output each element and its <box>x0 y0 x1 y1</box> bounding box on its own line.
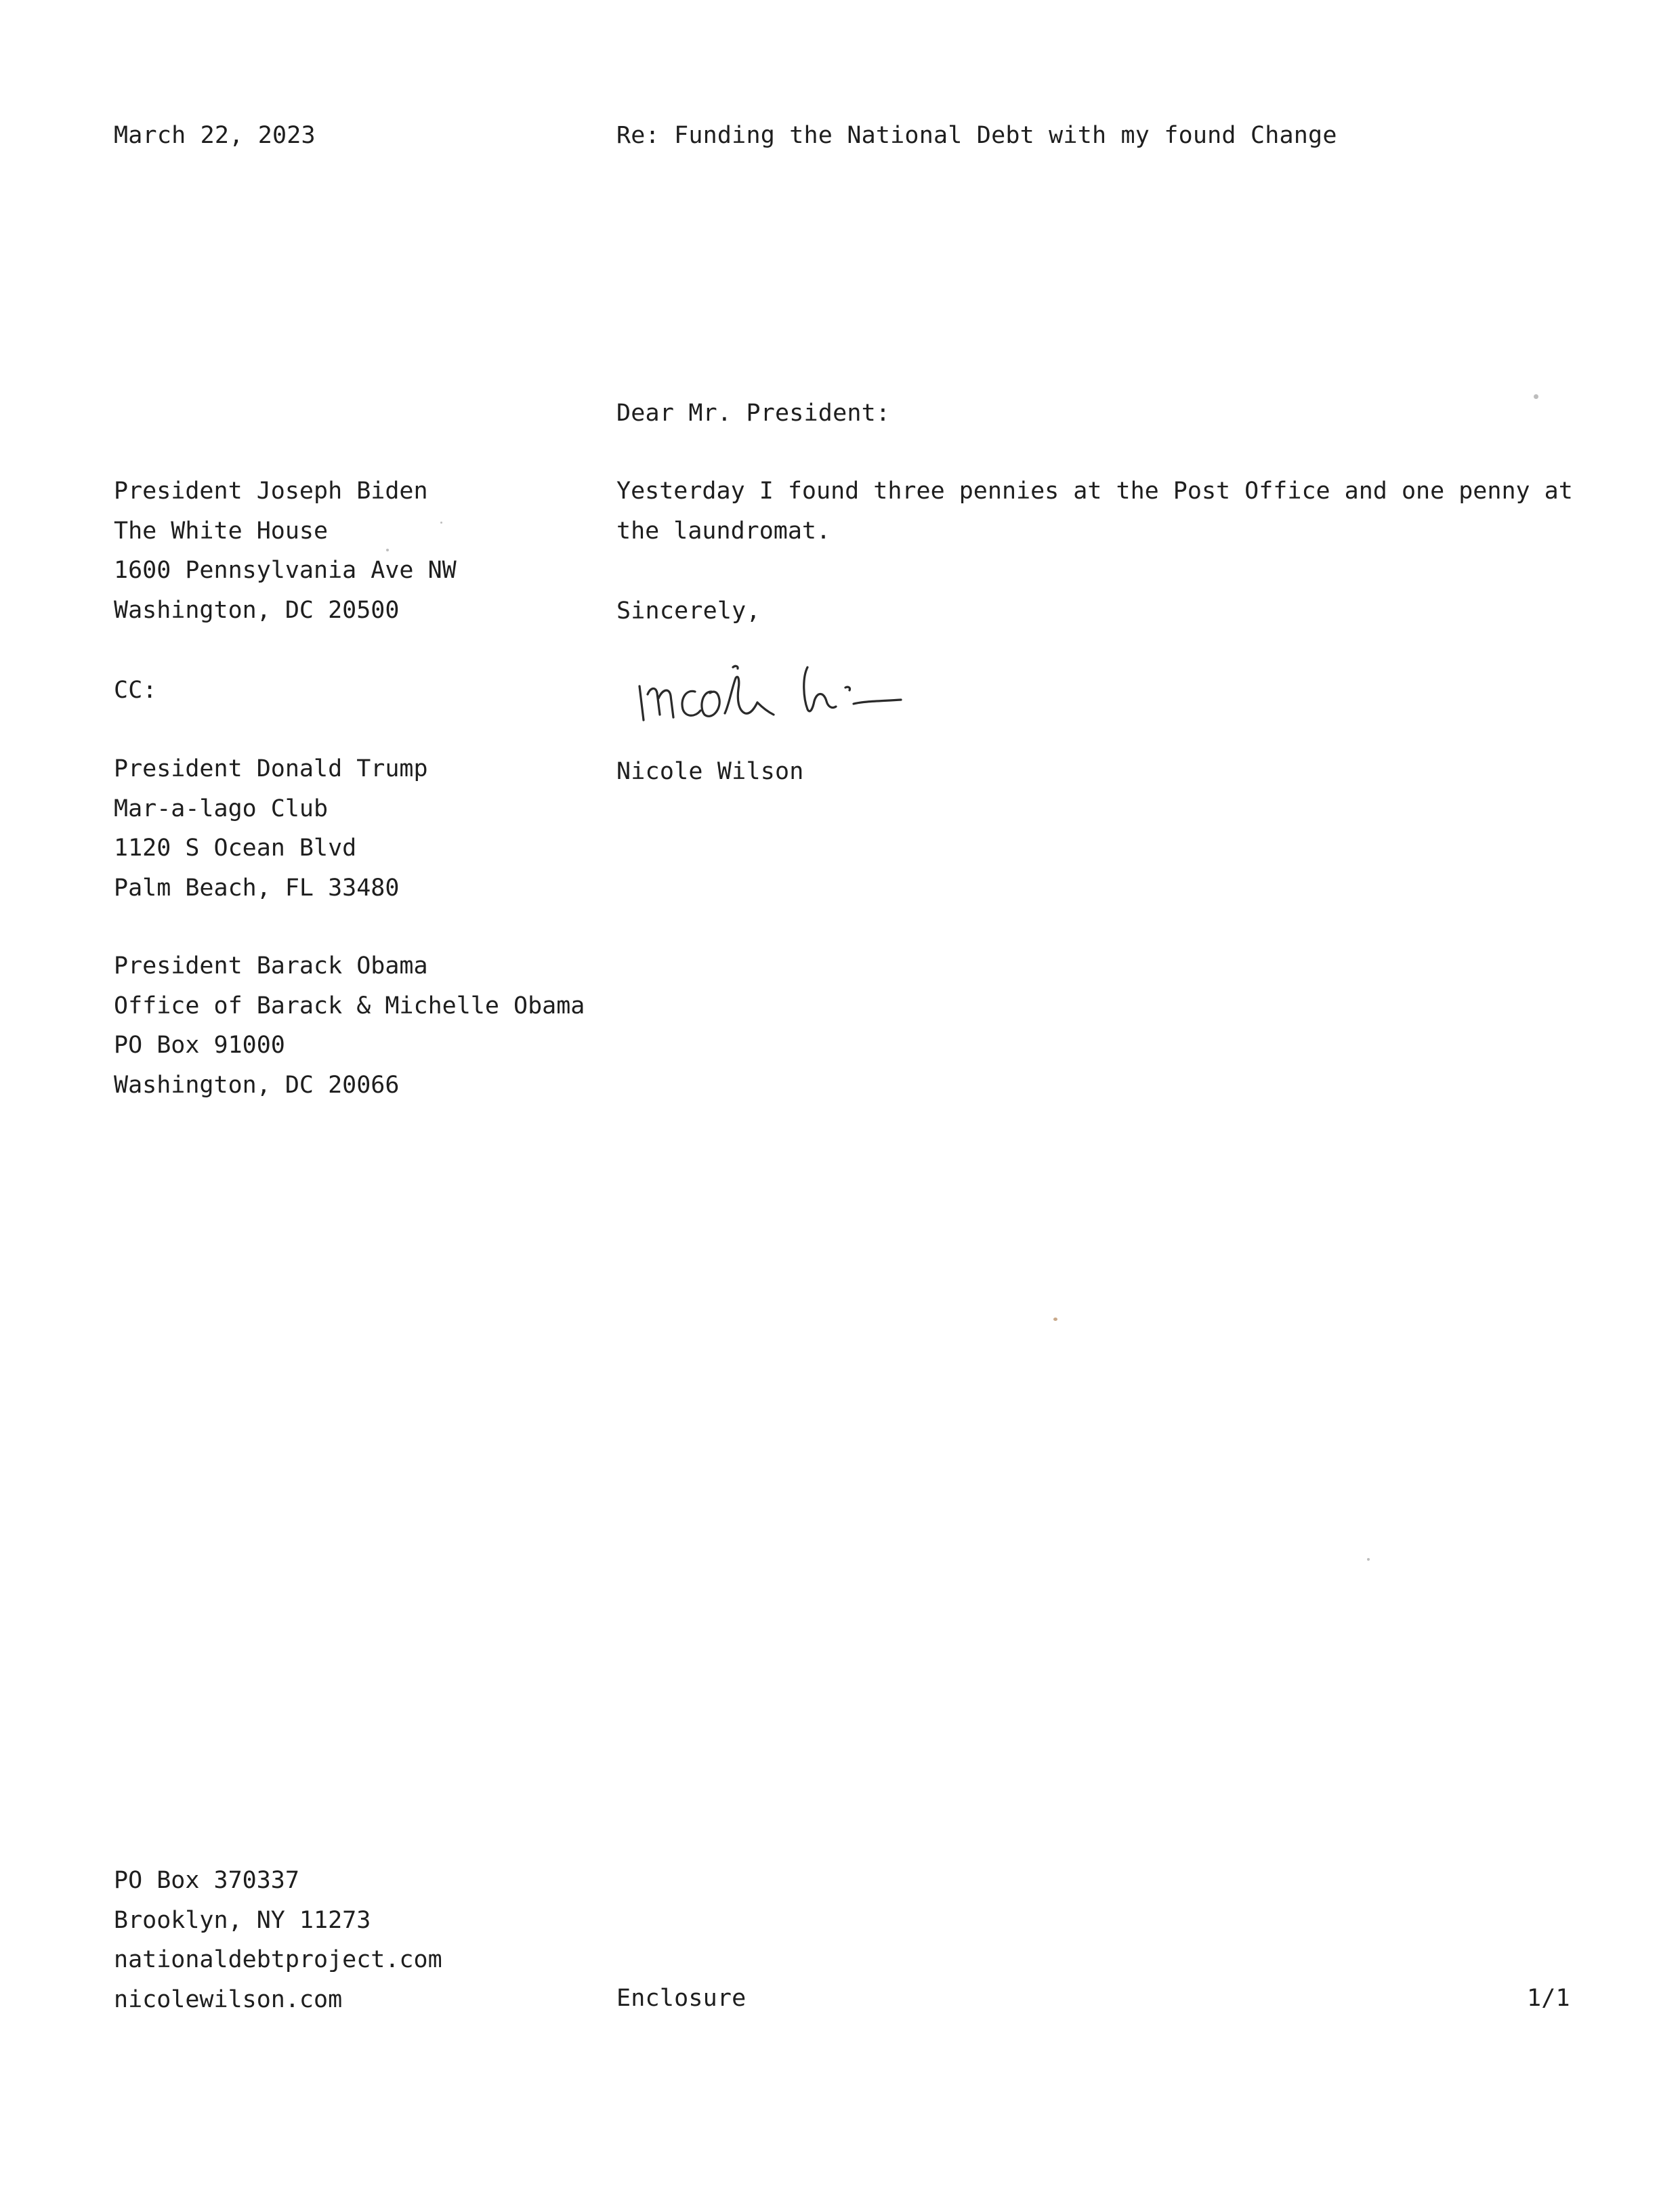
cc-line: President Barack Obama <box>114 952 428 980</box>
body-line: Yesterday I found three pennies at the Post Office and one penny at <box>616 478 1573 505</box>
cc-line: PO Box 91000 <box>114 1032 285 1059</box>
cc-line: Office of Barack & Michelle Obama <box>114 992 585 1019</box>
body-line: the laundromat. <box>616 517 831 545</box>
signer-name: Nicole Wilson <box>616 758 804 785</box>
cc-line: 1120 S Ocean Blvd <box>114 835 357 862</box>
scan-speck <box>386 549 389 551</box>
sender-line: PO Box 370337 <box>114 1867 299 1894</box>
recipient-address <box>114 471 457 630</box>
letter-date: March 22, 2023 <box>114 122 316 149</box>
cc-address-2 <box>114 946 585 1105</box>
scan-speck <box>1053 1318 1057 1321</box>
handwritten-signature <box>630 647 955 735</box>
cc-line: Washington, DC 20066 <box>114 1071 400 1099</box>
letter-body <box>616 471 1573 551</box>
sender-address <box>114 1861 442 2019</box>
sender-line: nicolewilson.com <box>114 1985 343 2013</box>
salutation: Dear Mr. President: <box>616 400 891 427</box>
scan-speck <box>1367 1558 1370 1561</box>
recipient-line: 1600 Pennsylvania Ave NW <box>114 557 457 584</box>
page-number: 1/1 <box>1527 1985 1570 2012</box>
sender-line: Brooklyn, NY 11273 <box>114 1906 371 1934</box>
cc-line: President Donald Trump <box>114 755 428 782</box>
scan-speck <box>440 522 442 524</box>
cc-line: Palm Beach, FL 33480 <box>114 874 400 902</box>
letter-subject: Re: Funding the National Debt with my found Change <box>616 122 1337 149</box>
recipient-line: Washington, DC 20500 <box>114 596 400 624</box>
scan-speck <box>1534 394 1538 399</box>
closing: Sincerely, <box>616 597 761 625</box>
cc-address-1 <box>114 749 428 908</box>
sender-line: nationaldebtproject.com <box>114 1946 442 1973</box>
recipient-line: The White House <box>114 517 329 545</box>
cc-line: Mar-a-lago Club <box>114 795 329 822</box>
cc-label: CC: <box>114 677 157 704</box>
enclosure-label: Enclosure <box>616 1985 747 2012</box>
recipient-line: President Joseph Biden <box>114 478 428 505</box>
